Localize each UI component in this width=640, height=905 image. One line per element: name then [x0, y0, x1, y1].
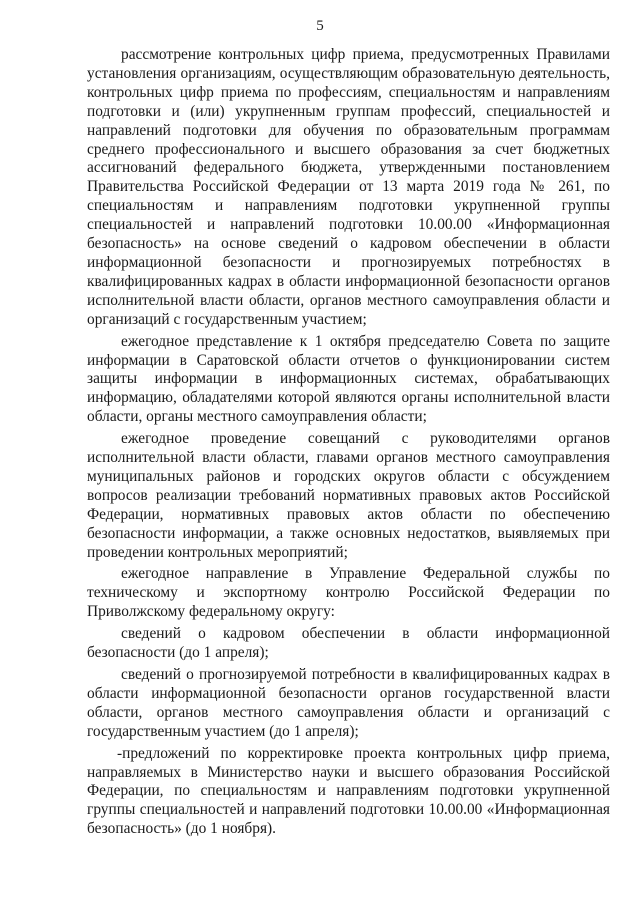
paragraph-admission-proposals: -предложений по корректировке проекта контрольных цифр приема, направляемых в Министерство науки и высшего образования Российской Федерации, по специальностям и направлениям подготовки укрупненной группы специальностей и направлений подготовки 10.00.00 «Информационная безопасность» (до 1 ноября).: [87, 744, 610, 838]
paragraph-annual-submission: ежегодное направление в Управление Федеральной службы по техническому и экспортному контролю Российской Федерации по Приволжскому федеральному округу:: [87, 565, 610, 621]
paragraph-staffing-forecast: сведений о прогнозируемой потребности в квалифицированных кадрах в области информационной безопасности органов государственной власти области, органов местного самоуправления области и организаций с государственным участием (до 1 апреля);: [87, 666, 610, 740]
paragraph-admission-targets: рассмотрение контрольных цифр приема, предусмотренных Правилами установления организациям, осуществляющим образовательную деятельность, контрольных цифр приема по профессиям, специальностям и направлениям подготовки и (или) укрупненным группам профессий, специальностей и направлений подготовки для обучения по образовательным программам среднего профессионального и высшего образования за счет бюджетных ассигнований федерального бюджета, утвержденными постановлением Правительства Российской Федерации от 13 марта 2019 года № 261, по специальностям и направлениям подготовки укрупненной группы специальностей и направлений подготовки 10.00.00 «Информационная безопасность» на основе сведений о кадровом обеспечении в области информационной безопасности и прогнозируемых потребностях в квалифицированных кадрах в области информационной безопасности органов исполнительной власти области, органов местного самоуправления области и организаций с государственным участием;: [87, 46, 610, 328]
paragraph-staffing-info: сведений о кадровом обеспечении в области информационной безопасности (до 1 апреля);: [87, 625, 610, 662]
document-body: [87, 46, 610, 839]
paragraph-annual-meetings: ежегодное проведение совещаний с руководителями органов исполнительной власти области, главами органов местного самоуправления муниципальных районов и городских округов области с обсуждением вопросов реализации требований нормативных правовых актов Российской Федерации, нормативных правовых актов области по обеспечению безопасности информации, а также основных недостатков, выявляемых при проведении контрольных мероприятий;: [87, 430, 610, 561]
paragraph-annual-reports: ежегодное представление к 1 октября председателю Совета по защите информации в Саратовской области отчетов о функционировании систем защиты информации в информационных системах, обрабатывающих информацию, обладателями которой являются органы исполнительной власти области, органы местного самоуправления области;: [87, 332, 610, 426]
page-number: 5: [316, 18, 324, 34]
